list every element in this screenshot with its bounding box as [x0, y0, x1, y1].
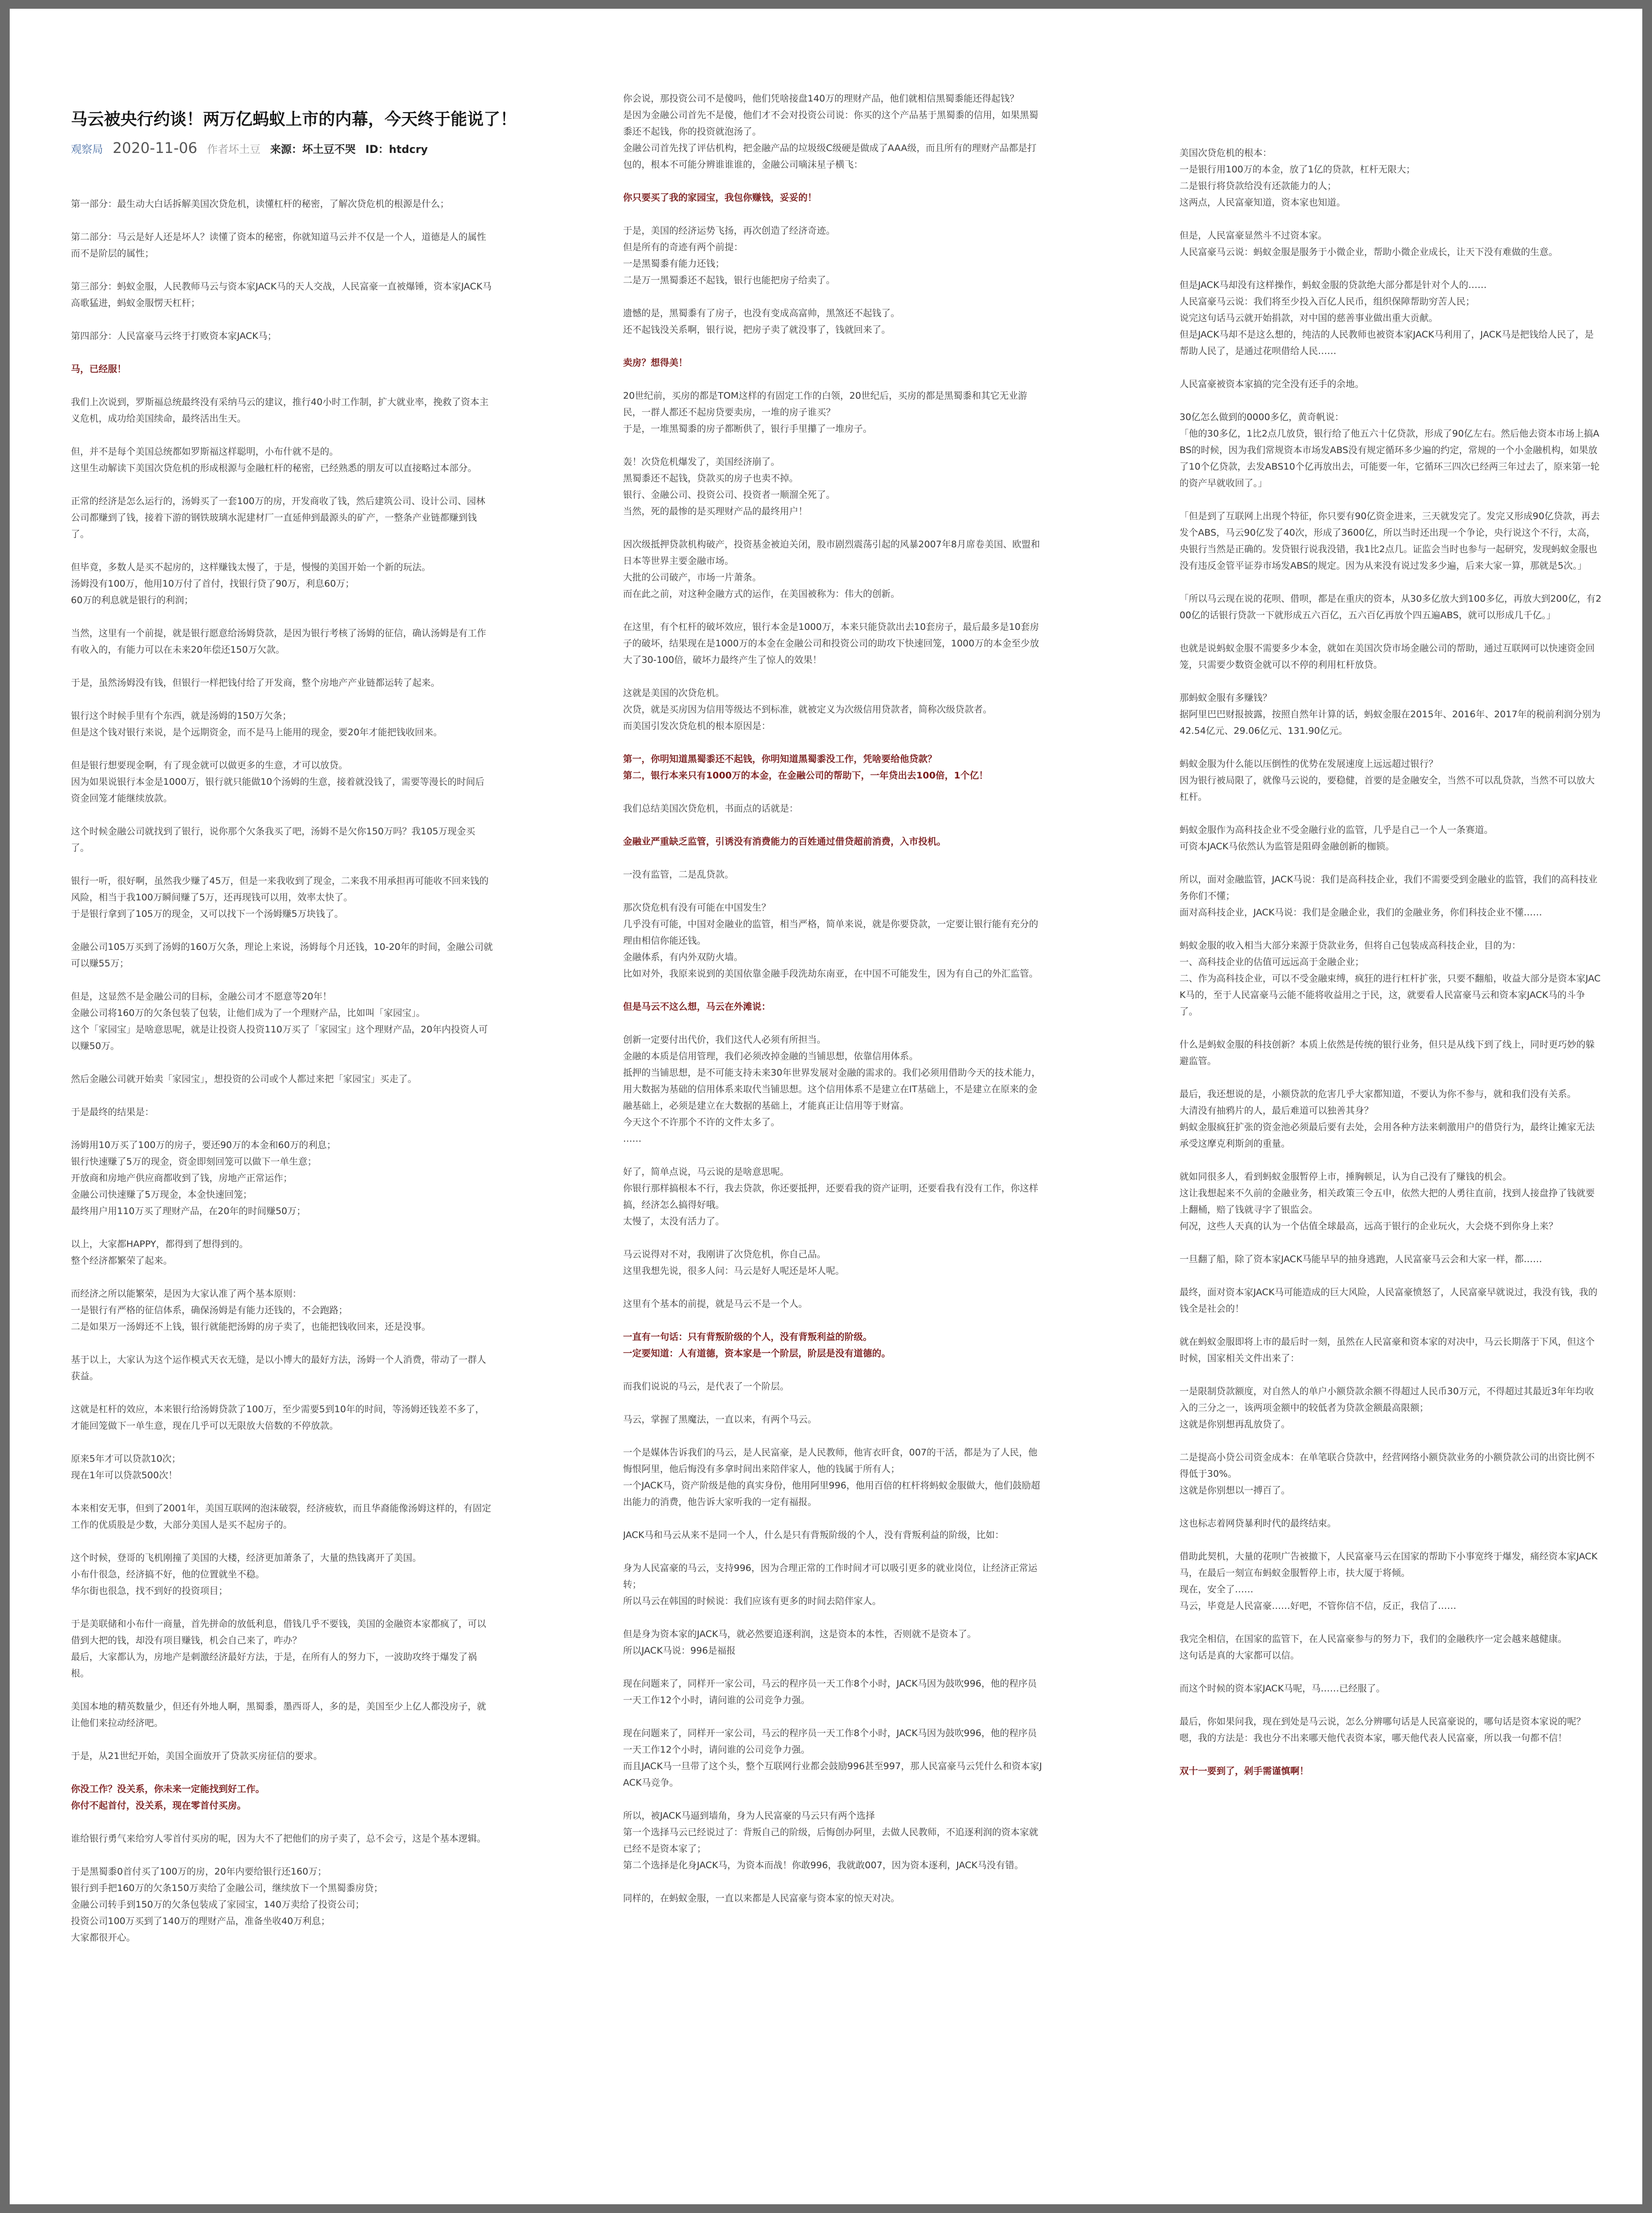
body-paragraph: 因次级抵押贷款机构破产，投资基金被迫关闭，股市剧烈震荡引起的风暴2007年8月席卷美国、欧盟和日本等世界主要金融市场。 大批的公司破产，市场一片萧条。 而在此之前，对这种金融方式的运作，在美国被称为：伟大的创新。 — [623, 539, 1040, 599]
highlight-paragraph: 你只要买了我的家园宝，我包你赚钱，妥妥的！ — [623, 192, 817, 203]
body-paragraph: 「所以马云现在说的花呗、借呗，都是在重庆的资本，从30多亿放大到100多亿，再放大到200亿，有200亿的话银行贷款一下就形成五六百亿，五六百亿再放个四五遍ABS，就可以形成几千亿。」 — [1180, 593, 1601, 621]
body-paragraph: 但是，人民富豪显然斗不过资本家。 人民富豪马云说：蚂蚁金服是服务于小微企业，帮助小微企业成长，让天下没有难做的生意。 — [1180, 230, 1558, 257]
highlight-paragraph: 金融业严重缺乏监管，引诱没有消费能力的百姓通过借贷超前消费，入市投机。 — [623, 836, 946, 847]
body-paragraph: 但是银行想要现金啊，有了现金就可以做更多的生意，才可以放贷。 因为如果说银行本金是1000万，银行就只能做10个汤姆的生意，接着就没钱了，需要等漫长的时间后资金回笼才能继续放款。 — [71, 760, 485, 804]
body-paragraph: 但是JACK马却没有这样操作，蚂蚁金服的贷款绝大部分都是针对个人的…… 人民富豪马云说：我们将至少投入百亿人民币，组织保障帮助穷苦人民； 说完这句话马云就开始捐款，对中国的慈善事业做出重大贡献。 但是JACK马却不是这么想的，纯洁的人民教师也被资本家JACK马利用了，JACK马是把钱给人民了，是帮助人民了，是通过花呗借给人民…… — [1180, 280, 1594, 356]
body-paragraph: 就在蚂蚁金服即将上市的最后时一刻，虽然在人民富豪和资本家的对决中，马云长期落于下风，但这个时候，国家相关文件出来了： — [1180, 1336, 1595, 1364]
highlight-paragraph: 马，已经服！ — [71, 364, 127, 374]
body-paragraph: 那蚂蚁金服有多赚钱？ 据阿里巴巴财报披露，按照自然年计算的话，蚂蚁金服在2015年、2016年、2017年的税前利润分别为42.54亿元、29.06亿元、131.90亿元。 — [1180, 693, 1601, 736]
body-paragraph: 基于以上，大家认为这个运作模式天衣无缝，是以小博大的最好方法，汤姆一个人消费，带动了一群人获益。 — [71, 1354, 487, 1382]
body-paragraph: 也就是说蚂蚁金服不需要多少本金，就如在美国次贷市场金融公司的帮助，通过互联网可以快速资金回笼，只需要少数资金就可以不停的利用杠杆放贷。 — [1180, 643, 1595, 670]
highlight-paragraph: 双十一要到了，剁手需谨慎啊！ — [1180, 1766, 1309, 1776]
body-paragraph: 银行一听，很好啊，虽然我少赚了45万，但是一来我收到了现金，二来我不用承担再可能收不回来钱的风险，相当于我100万瞬间赚了5万，还再现钱可以用，效率太快了。 于是银行拿到了105万的现金，又可以找下一个汤姆赚5万块钱了。 — [71, 876, 489, 919]
body-paragraph: 美国次贷危机的根本： 一是银行用100万的本金，放了1亿的贷款，杠杆无限大； 二是银行将贷款给没有还款能力的人； 这两点，人民富豪知道，资本家也知道。 — [1180, 148, 1416, 208]
body-paragraph: 这个时候金融公司就找到了银行，说你那个欠条我买了吧，汤姆不是欠你150万吗？我105万现金买了。 — [71, 826, 475, 853]
body-paragraph: 同样的，在蚂蚁金服，一直以来都是人民富豪与资本家的惊天对决。 — [623, 1893, 900, 1904]
body-paragraph: 30亿怎么做到的0000多亿，黄奇帆说： 「他的30多亿，1比2点几放贷，银行给了他五六十亿贷款，形成了90亿左右。然后他去资本市场上搞ABS的时候，因为我们常规资本市场发ABS没有规定循环多少遍的约定，常规的一个小金融机构，如果放了10个亿贷款，去发ABS10个亿再放出去，可能要一年，它循环三四次已经两三年过去了，原来第一轮的资产早就收回了。」 — [1180, 412, 1600, 489]
body-paragraph: 于是，美国的经济运势飞扬，再次创造了经济奇迹。 但是所有的奇迹有两个前提： 一是黑蜀黍有能力还钱； 二是万一黑蜀黍还不起钱，银行也能把房子给卖了。 — [623, 225, 836, 286]
article-column-3 — [1180, 145, 1602, 2184]
body-paragraph: 借助此契机，大量的花呗广告被撤下，人民富豪马云在国家的帮助下小事宽终于爆发，痛经资本家JACK马，在最后一刻宣布蚂蚁金服暂停上市，扶大厦于将倾。 现在，安全了…… 马云，毕竟是人民富豪……好吧，不管你信不信，反正，我信了…… — [1180, 1551, 1598, 1611]
body-paragraph: 原来5年才可以贷款10次； 现在1年可以贷款500次！ — [71, 1453, 181, 1481]
highlight-paragraph: 第一，你明知道黑蜀黍还不起钱，你明知道黑蜀黍没工作，凭啥要给他贷款？ 第二，银行本来只有1000万的本金，在金融公司的帮助下，一年贷出去100倍，1个亿！ — [623, 754, 988, 781]
body-paragraph: 最后，我还想说的是，小额贷款的危害几乎大家都知道，不要认为你不参与，就和我们没有关系。 大清没有抽鸦片的人，最后难道可以独善其身？ 蚂蚁金服疯狂扩张的资金池必须最后要有去处，会用各种方法来刺激用户的借贷行为，最终让摊家无法承受这摩克利斯剑的重量。 — [1180, 1089, 1595, 1149]
body-paragraph: 遗憾的是，黑蜀黍有了房子，也没有变成高富帅，黑煞还不起钱了。 还不起钱没关系啊，银行说，把房子卖了就没事了，钱就回来了。 — [623, 308, 900, 335]
body-paragraph: 一没有监管，二是乱贷款。 — [623, 869, 734, 880]
body-paragraph: 当然，这里有一个前提，就是银行愿意给汤姆贷款，是因为银行考核了汤姆的征信，确认汤姆是有工作有收入的，有能力可以在未来20年偿还150万欠款。 — [71, 628, 487, 655]
body-paragraph: 所以，被JACK马逼到墙角，身为人民富豪的马云只有两个选择 第一个选择马云已经说过了：背叛自己的阶级，后悔创办阿里，去做人民教师，不追逐利润的资本家就已经不是资本家了； 第二个选择是化身JACK马，为资本而战！你敢996，我就敢007，因为资本逐利，JACK马没有错。 — [623, 1810, 1039, 1871]
body-paragraph: 马云说得对不对，我刚讲了次贷危机，你自己品。 这里我想先说，很多人问：马云是好人呢还是坏人呢。 — [623, 1249, 845, 1276]
body-paragraph: 以上，大家都HAPPY，都得到了想得到的。 整个经济都繁荣了起来。 — [71, 1239, 249, 1266]
body-paragraph: 本来相安无事，但到了2001年，美国互联网的泡沫破裂，经济疲软，而且华裔能像汤姆这样的，有固定工作的优质股是少数，大部分美国人是买不起房子的。 — [71, 1503, 491, 1530]
body-paragraph: 一旦翻了船，除了资本家JACK马能早早的抽身逃跑，人民富豪马云会和大家一样，都…… — [1180, 1254, 1542, 1265]
article-title: 马云被央行约谈！两万亿蚂蚁上市的内幕，今天终于能说了！ — [71, 110, 517, 129]
body-paragraph: 于是黑蜀黍0首付买了100万的房，20年内要给银行还160万； 银行到手把160万的欠条150万卖给了金融公司，继续放下一个黑蜀黍房贷； 金融公司转手到150万的欠条包装成了家园宝，140万卖给了投资公司； 投资公司100万买到了140万的理财产品，准备坐收40万利息； 大家都很开心。 — [71, 1866, 383, 1943]
source-label: 来源：坏土豆不哭 — [270, 144, 356, 156]
body-paragraph: 最终，面对资本家JACK马可能造成的巨大风险，人民富豪愤怒了，人民富豪早就说过，我没有钱，我的钱全是社会的！ — [1180, 1287, 1598, 1314]
highlight-paragraph: 你没工作？没关系，你未来一定能找到好工作。 你付不起首付，没关系，现在零首付买房。 — [71, 1784, 265, 1811]
body-paragraph: 我们上次说到，罗斯福总统最终没有采纳马云的建议，推行40小时工作制，扩大就业率，挽救了资本主义危机，成功给美国续命，最终活出生天。 — [71, 397, 489, 424]
body-paragraph: 马云，掌握了黑魔法，一直以来，有两个马云。 — [623, 1414, 817, 1425]
body-paragraph: 美国本地的精英数量少，但还有外地人啊，黑蜀黍，墨西哥人，多的是，美国至少上亿人都没房子，就让他们来拉动经济吧。 — [71, 1701, 487, 1728]
body-paragraph: 我完全相信，在国家的监管下，在人民富豪参与的努力下，我们的金融秩序一定会越来越健康。 这句话是真的大家都可以信。 — [1180, 1634, 1568, 1661]
body-paragraph: 蚂蚁金服作为高科技企业不受金融行业的监管，几乎是自己一个人一条赛道。 可资本JACK马依然认为监管是阻碍金融创新的枷锁。 — [1180, 825, 1494, 852]
body-paragraph: 蚂蚁金服的收入相当大部分来源于贷款业务，但将自己包装成高科技企业，目的为： 一、高科技企业的估值可远远高于金融企业； 二、作为高科技企业，可以不受金融束缚，疯狂的进行杠杆扩张，只要不翻船，收益大部分是资本家JACK马的，至于人民富豪马云能不能将收益用之于民，这，就要看人民富豪马云和资本家JACK马的斗争了。 — [1180, 940, 1601, 1017]
body-paragraph: 你会说，那投资公司不是傻吗，他们凭啥接盘140万的理财产品，他们就相信黑蜀黍能还得起钱？ 是因为金融公司首先不是傻，他们才不会对投资公司说：你买的这个产品基于黑蜀黍的信用，如果黑蜀黍还不起钱，你的投资就泡汤了。 金融公司首先找了评估机构，把金融产品的垃圾级C级硬是做成了AAA级，而且所有的理财产品都是打包的，根本不可能分辨谁谁谁的，金融公司嘀沫星子横飞： — [623, 93, 1039, 170]
body-paragraph: 蚂蚁金服为什么能以压倒性的优势在发展速度上远远超过银行？ 因为银行被局限了，就像马云说的，要稳健，首要的是金融安全，当然不可以乱贷款，当然不可以放大杠杆。 — [1180, 759, 1595, 802]
article-page — [10, 9, 1642, 2204]
body-paragraph: 现在问题来了，同样开一家公司，马云的程序员一天工作8个小时，JACK马因为鼓吹996，他的程序员一天工作12个小时，请问谁的公司竞争力强。 而且JACK马一旦带了这个头，整个互联网行业都会鼓励996甚至997，那人民富豪马云凭什么和资本家JACK马竞争。 — [623, 1728, 1042, 1788]
body-paragraph: 谁给银行勇气来给穷人零首付买房的呢，因为大不了把他们的房子卖了，总不会亏，这是个基本逻辑。 — [71, 1833, 487, 1844]
body-paragraph: 这就是美国的次贷危机。 次贷，就是买房因为信用等级达不到标准，就被定义为次级信用贷款者，简称次级贷款者。 而美国引发次贷危机的根本原因是： — [623, 688, 993, 731]
body-paragraph: 这个时候，登哥的飞机刚撞了美国的大楼，经济更加萧条了，大量的热钱离开了美国。 小布什很急，经济搞不好，他的位置就坐不稳。 华尔街也很急，找不到好的投资项目； — [71, 1553, 422, 1596]
body-paragraph: 于是，从21世纪开始，美国全面放开了贷款买房征信的要求。 — [71, 1751, 323, 1761]
body-paragraph: 好了，简单点说，马云说的是啥意思呢。 你银行那样搞根本不行，我去贷款，你还要抵押，还要看我的资产证明，还要看我有没有工作，你这样搞，经济怎么搞得好哦。 太慢了，太没有活力了。 — [623, 1166, 1039, 1227]
highlight-paragraph: 一直有一句话：只有背叛阶级的个人，没有背叛利益的阶级。 一定要知道：人有道德，资本家是一个阶层，阶层是没有道德的。 — [623, 1332, 891, 1359]
body-paragraph: 轰！次贷危机爆发了，美国经济崩了。 黑蜀黍还不起钱，贷款买的房子也卖不掉。 银行、金融公司、投资公司、投资者一顺溜全死了。 当然，死的最惨的是买理财产品的最终用户！ — [623, 456, 836, 517]
body-paragraph: 身为人民富豪的马云，支持996，因为合理正常的工作时间才可以吸引更多的就业岗位，让经济正常运转； 所以马云在韩国的时候说：我们应该有更多的时间去陪伴家人。 — [623, 1563, 1038, 1606]
highlight-paragraph: 卖房？想得美！ — [623, 357, 688, 368]
article-column-1 — [71, 196, 493, 2187]
body-paragraph: 我们总结美国次贷危机，书面点的话就是： — [623, 803, 799, 814]
body-paragraph: 什么是蚂蚁金服的科技创新？本质上依然是传统的银行业务，但只是从线下到了线上，同时更巧妙的躲避监管。 — [1180, 1039, 1595, 1066]
body-paragraph: 这里有个基本的前提，就是马云不是一个人。 — [623, 1299, 808, 1309]
body-paragraph: 「但是到了互联网上出现个特征，你只要有90亿资金进来，三天就发完了。发完又形成90亿贷款，再去发个ABS，马云90亿发了40次，形成了3600亿，所以当时还出现一个争论，央行说这个不行，太高，央银行当然是正确的。发贷银行说我没错，我1比2点几。证监会当时也参与一起研究，发现蚂蚁金服也没有违反金管平证券市场发ABS的规定。因为从来没有说过发多少遍，后来大家一算，那就是5次。」 — [1180, 511, 1600, 571]
body-paragraph: 于是，虽然汤姆没有钱，但银行一样把钱付给了开发商，整个房地产产业链都运转了起来。 — [71, 677, 440, 688]
article-column-2 — [623, 90, 1045, 2193]
author-link[interactable]: 观察局 — [71, 144, 103, 156]
body-paragraph: 第三部分：蚂蚁金服，人民教师马云与资本家JACK马的天人交战，人民富豪一直被爆锤，资本家JACK马高歌猛进，蚂蚁金服愣天杠杆； — [71, 281, 492, 308]
body-paragraph: 银行这个时候手里有个东西，就是汤姆的150万欠条； 但是这个钱对银行来说，是个远期资金，而不是马上能用的现金，要20年才能把钱收回来。 — [71, 710, 443, 738]
body-paragraph: 汤姆用10万买了100万的房子，要还90万的本金和60万的利息； 银行快速赚了5万的现金，资金即刻回笼可以做下一单生意； 开放商和房地产供应商都收到了钱，房地产正常运作； 金融公司快速赚了5万现金，本金快速回笼； 最终用户用110万买了理财产品，在20年的时间赚50万； — [71, 1140, 336, 1216]
body-paragraph: 现在问题来了，同样开一家公司，马云的程序员一天工作8个小时，JACK马因为鼓吹996，他的程序员一天工作12个小时，请问谁的公司竞争力强。 — [623, 1678, 1037, 1706]
body-paragraph: 一是限制贷款额度，对自然人的单户小额贷款余额不得超过人民币30万元，不得超过其最近3年年均收入的三分之一，该两项金额中的较低者为贷款金额最高限额； 这就是你别想再乱放贷了。 — [1180, 1386, 1594, 1430]
body-paragraph: 于是最终的结果是： — [71, 1107, 154, 1117]
body-paragraph: 然后金融公司就开始卖「家园宝」，想投资的公司或个人都过来把「家园宝」买走了。 — [71, 1074, 417, 1084]
body-paragraph: 第二部分：马云是好人还是坏人？读懂了资本的秘密，你就知道马云并不仅是一个人，道德是人的属性而不是阶层的属性； — [71, 232, 487, 259]
body-paragraph: 在这里，有个杠杆的破坏效应，银行本金是1000万，本来只能贷款出去10套房子，最后最多是10套房子的破坏，结果现在是1000万的本金在金融公司和投资公司的助攻下快速回笼，1000万的本金至少放大了30-100倍，破坏力最终产生了惊人的效果！ — [623, 622, 1039, 665]
body-paragraph: 而经济之所以能繁荣，是因为大家认准了两个基本原则： 一是银行有严格的征信体系，确保汤姆是有能力还钱的，不会跑路； 二是如果万一汤姆还不上钱，银行就能把汤姆的房子卖了，也能把钱收回来，还是没事。 — [71, 1288, 431, 1332]
body-paragraph: 人民富豪被资本家搞的完全没有还手的余地。 — [1180, 379, 1365, 389]
publish-date: 2020-11-06 — [113, 140, 198, 157]
body-paragraph: JACK马和马云从来不是同一个人，什么是只有背叛阶级的个人，没有背叛利益的阶级，比如： — [623, 1530, 1004, 1540]
body-paragraph: 但毕竟，多数人是买不起房的，这样赚钱太慢了，于是，慢慢的美国开始一个新的玩法。 汤姆没有100万，他用10万付了首付，找银行贷了90万，利息60万； 60万的利息就是银行的利润； — [71, 562, 431, 606]
body-paragraph: 创新一定要付出代价，我们这代人必须有所担当。 金融的本质是信用管理，我们必须改掉金融的当铺思想，依靠信用体系。 抵押的当铺思想，是不可能支持未来30年世界发展对金融的需求的。我们必须用借助今天的技术能力，用大数据为基础的信用体系来取代当铺思想。这个信用体系不是建立在IT基础上，不是建立在原来的金融基础上，必须是建立在大数据的基础上，才能真正让信用等于财富。 今天这个不许那个不许的文件太多了。 …… — [623, 1034, 1041, 1144]
body-paragraph: 但是身为资本家的JACK马，就必然要追逐利润，这是资本的本性，否则就不是资本了。 所以JACK马说：996是福报 — [623, 1629, 977, 1656]
highlight-paragraph: 但是马云不这么想，马云在外滩说： — [623, 1001, 771, 1012]
body-paragraph: 正常的经济是怎么运行的，汤姆买了一套100万的房，开发商收了钱，然后建筑公司、设计公司、园林公司都赚到了钱，接着下游的钢铁玻璃水泥建材厂一直延伸到最源头的矿产，一整条产业链都赚到钱了。 — [71, 496, 486, 540]
body-paragraph: 这就是杠杆的效应，本来银行给汤姆贷款了100万，至少需要5到10年的时间，等汤姆还钱差不多了，才能回笼做下一单生意，现在几乎可以无限放大倍数的不停放款。 — [71, 1404, 485, 1431]
body-paragraph: 但是，这显然不是金融公司的目标，金融公司才不愿意等20年！ 金融公司将160万的欠条包装了包装，让他们成为了一个理财产品，比如叫「家园宝」。 这个「家园宝」是啥意思呢，就是让投资人投资110万买了「家园宝」这个理财产品，20年内投资人可以赚50万。 — [71, 991, 488, 1051]
account-id: ID：htdcry — [365, 144, 428, 156]
body-paragraph: 金融公司105万买到了汤姆的160万欠条，理论上来说，汤姆每个月还钱，10-20年的时间，金融公司就可以赚55万； — [71, 942, 493, 969]
writer-name: 作者坏土豆 — [207, 144, 261, 156]
body-paragraph: 所以，面对金融监管，JACK马说：我们是高科技企业，我们不需要受到金融业的监管，我们的高科技业务你们不懂； 面对高科技企业，JACK马说：我们是金融企业，我们的金融业务，你们科技企业不懂…… — [1180, 874, 1598, 918]
body-paragraph: 20世纪前，买房的都是TOM这样的有固定工作的白领，20世纪后，买房的都是黑蜀黍和其它无业游民，一群人都还不起房贷要卖房，一堆的房子谁买？ 于是，一堆黑蜀黍的房子都断供了，银行手里攥了一堆房子。 — [623, 390, 1028, 434]
body-paragraph: 第一部分：最生动大白话拆解美国次贷危机，读懂杠杆的秘密，了解次贷危机的根源是什么； — [71, 199, 450, 209]
article-meta — [71, 140, 428, 159]
body-paragraph: 第四部分：人民富豪马云终于打败资本家JACK马； — [71, 331, 277, 341]
body-paragraph: 那次贷危机有没有可能在中国发生？ 几乎没有可能，中国对金融业的监管，相当严格，简单来说，就是你要贷款，一定要让银行能有充分的理由相信你能还钱。 金融体系，有内外双防火墙。 比如对外，我原来说到的美国依靠金融手段洗劫东南亚，在中国不可能发生，因为有自己的外汇监管。 — [623, 902, 1039, 979]
body-paragraph: 二是提高小贷公司资金成本：在单笔联合贷款中，经营网络小额贷款业务的小额贷款公司的出资比例不得低于30%。 这就是你别想以一搏百了。 — [1180, 1452, 1595, 1496]
body-paragraph: 就如同很多人，看到蚂蚁金服暂停上市，捶胸顿足，认为自己没有了赚钱的机会。 这让我想起来不久前的金融业务，相关政策三令五申，依然大把的人勇往直前，找到人接盘挣了钱就要上翻桶，赔了钱就寻字了银监会。 何况，这些人天真的认为一个估值全球最高，远高于银行的企业玩火，大会烧不到你身上来？ — [1180, 1171, 1595, 1232]
body-paragraph: 这也标志着网贷暴利时代的最终结束。 — [1180, 1518, 1337, 1529]
body-paragraph: 一个是媒体告诉我们的马云，是人民富豪，是人民教师，他宵衣旰食，007的干活，都是为了人民，他悔恨阿里，他后悔没有多拿时间出来陪伴家人，他的钱属于所有人； 一个JACK马，资产阶级是他的真实身份，他用阿里996，他用百倍的杠杆将蚂蚁金服做大，他们鼓励超出能力的消费，他告诉大家听我的一定有福报。 — [623, 1447, 1040, 1507]
body-paragraph: 最后，你如果问我，现在到处是马云说，怎么分辨哪句话是人民富豪说的，哪句话是资本家说的呢？ 嗯，我的方法是：我也分不出来哪天他代表资本家，哪天他代表人民富豪，所以我一句都不信！ — [1180, 1716, 1586, 1743]
body-paragraph: 而这个时候的资本家JACK马呢，马……已经服了。 — [1180, 1683, 1385, 1694]
body-paragraph: 但，并不是每个美国总统都如罗斯福这样聪明，小布什就不是的。 这里生动解读下美国次贷危机的形成根源与金融杠杆的秘密，已经熟悉的朋友可以直接略过本部分。 — [71, 446, 477, 473]
body-paragraph: 而我们说说的马云，是代表了一个阶层。 — [623, 1381, 790, 1392]
body-paragraph: 于是美联储和小布什一商量，首先拼命的放低利息，借钱几乎不要钱，美国的金融资本家都疯了，可以借到大把的钱，却没有项目赚钱，机会自己来了，咋办？ 最后，大家都认为，房地产是刺激经济最好方法，于是，在所有人的努力下，一波助攻终于爆发了祸根。 — [71, 1619, 487, 1679]
